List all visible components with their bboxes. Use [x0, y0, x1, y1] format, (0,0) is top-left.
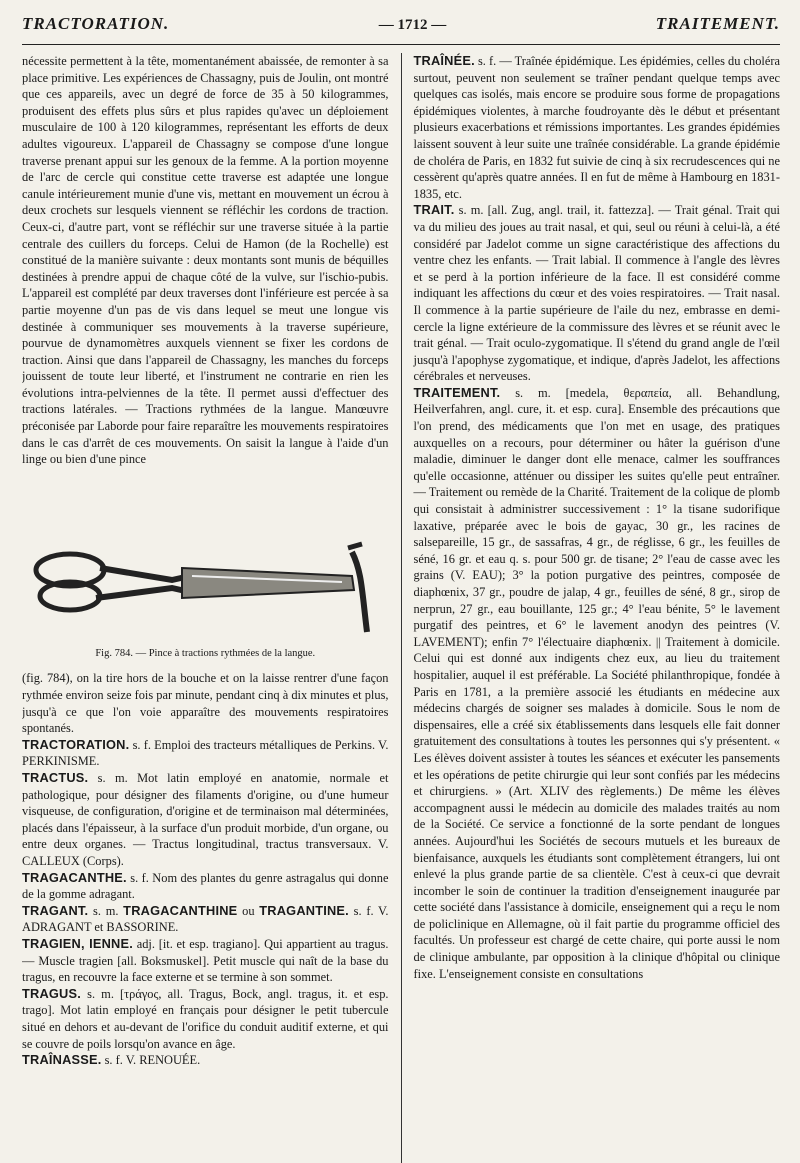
page-number: — 1712 — — [378, 17, 447, 33]
entry-tragacanthe — [22, 870, 389, 903]
entry-body: s. f. Nom des plantes du genre astragalus qui donne de la gomme adragant. — [22, 870, 389, 902]
entry-tragien — [22, 936, 389, 986]
entry-body: adj. [it. et esp. tragiano]. Qui appartient au tragus. — Muscle tragien [all. Boksmuskel]. Petit muscle qui naît de la base du tragus, en recouvre la face externe et se termine à son sommet. — [22, 936, 389, 985]
entry-body: s. f. V. RENOUÉE. — [101, 1053, 201, 1068]
running-head-right: TRAITEMENT. — [655, 14, 780, 33]
left-column — [22, 53, 399, 1163]
headword: TRAGANT. — [22, 902, 89, 918]
entry-trainee — [414, 53, 781, 202]
entry-body: s. f. Emploi des tracteurs métalliques de Perkins. V. PERKINISME. — [22, 737, 389, 769]
entry-tragus — [22, 986, 389, 1052]
entry-tragant — [22, 903, 389, 936]
text-columns — [22, 53, 780, 1163]
headword: TRAGANTINE. — [259, 902, 349, 918]
headword: TRACTORATION. — [22, 736, 130, 752]
entry-body: s. m. [τράγος, all. Tragus, Bock, angl. tragus, it. et esp. trago]. Mot latin employé en français pour désigner le petit tubercule situé en dehors et au-devant de l'orifice du conduit auditif externe, et qui se couvre de poils lorsqu'on avance en âge. — [22, 986, 389, 1051]
entry-body: s. m. Mot latin employé en anatomie, normale et pathologique, pour désigner des filaments d'origine, ou d'une humeur visqueuse, de configuration, d'origine et de terminaison mal déterminées, placés dans l'épaisseur, à la surface d'un produit morbide, d'un organe, ou entre deux organes. — Tractus longitudinal, tractus transversaux. V. CALLEUX (Corps). — [22, 771, 389, 868]
entry-tractus — [22, 770, 389, 870]
page-header — [22, 14, 780, 45]
headword: TRAGIEN, IENNE. — [22, 935, 133, 951]
headword: TRAÎNÉE. — [413, 53, 475, 68]
headword: TRAITEMENT. — [413, 384, 501, 400]
entry-trait — [414, 202, 781, 385]
entry-text: s. m. — [88, 903, 124, 918]
entry-tractoration — [22, 737, 389, 770]
headword: TRAIT. — [413, 202, 455, 218]
entry-body: s. f. — Traînée épidémique. Les épidémies, celles du choléra surtout, peuvent non seulement se traîner pendant quelque temps avec quelques cas isolés, mais encore se produire sous forme de propagations épidémiques violentes, à marche foudroyante dès le début et présentant plusieurs exacerbations et rémissions importantes. Les grandes épidémies laissent souvent à leur suite une traînée considérable. La grande épidémie de choléra de Paris, en 1832 fut suivie de cinq à six recrudescences qui ne cessèrent qu'après quatre années. Il en fut de même à Hambourg en 1831-1835, etc. — [413, 54, 780, 201]
headword: TRAGACANTHE. — [22, 869, 127, 885]
headword: TRACTUS. — [22, 770, 89, 785]
entry-text: ou — [237, 903, 260, 918]
paragraph-figure-continuation: (fig. 784), on la tire hors de la bouche et on la laisse rentrer d'une façon rythmée environ seize fois par minute, pendant cinq à dix minutes et plus, jusqu'à ce que l'on voie apparaître des mouvements respiratoires spontanés. — [22, 671, 389, 736]
entry-body: s. m. [medela, θεραπεία, all. Behandlung, Heilverfahren, angl. cure, it. et esp. cura]. Ensemble des précautions que l'on prend, des médicaments que l'on met en usage, des pratiques auxquelles on a recours, pour déterminer ou hâter la guérison d'une maladie, diminuer le danger dont elle menace, calmer les souffrances qu'elle occasionne, atténuer ou dissiper les suites qu'elle peut entraîner. — Traitement ou remède de la Charité. Traitement de la colique de plomb qui consistait à administrer successivement : 1° la tisane sudorifique laxative, préparée avec le bois de gayac, 30 gr., les racines de salsepareille, 15 gr., de sassafras, 4 gr., de réglisse, 6 gr., les feuilles de séné, 16 gr. et eau q. s. pour 500 gr. de tisane; 2° l'eau de casse avec les grains (V. EAU); 3° la potion purgative des peintres, composée de diaphœnix, 37 gr., poudre de jalap, 4 gr., feuilles de séné, 8 gr., sirop de nerprun, 27 gr., eau bouillante, 125 gr.; 4° l'eau bénite, 5° le lavement purgatif des peintres, et 6° le lavement anodyn des peintres (V. LAVEMENT); enfin 7° l'électuaire diaphœnix. || Traitement à domicile. Celui qui est donné aux indigents chez eux, au lieu du traitement hospitalier, auquel il est préférable. La Société philanthropique, fondée à Paris en 1781, a la première associé les étudiants en médecine aux médecins chargés de soigner ses malades à domicile. Sous le nom de dispensaires, elle a créé six établissements dans lesquels elle fait donner gratuitement des consultations à toutes les personnes qui s'y présentent. « Les élèves doivent assister à toutes les séances et exécuter les pansements et les opérations de petite chirurgie qui leur sont confiés par les médecins et chirurgiens. » (Art. XLIV des règlements.) De même les élèves accompagnent aussi le médecin au domicile des malades traités au nom de la Société. Ce service a fonctionné de la sorte pendant de longues années. Aujourd'hui les Sociétés de secours mutuels et les bureaux de bienfaisance, auxquels les étudiants sont complètement étrangers, lui ont enlevé la plus grande partie de sa clientèle. C'est à ceux-ci que devrait incomber le soin de continuer la tradition d'enseignement inaugurée par cette société dans l'assistance à domicile, enseignement qui a reçu le nom de policlinique en Allemagne, où il fait partie du programme officiel des facultés. Un professeur est chargé de cette chaire, qui porte aussi le nom de clinique ambulante, par opposition à la clinique d'hôpital ou clinique fixe. L'enseignement consiste en consultations — [413, 385, 780, 981]
figure-784 — [22, 472, 389, 642]
headword: TRAÎNASSE. — [22, 1052, 102, 1068]
entry-traitement — [414, 385, 781, 982]
headword: TRAGACANTHINE — [123, 902, 238, 918]
entry-trainasse — [22, 1052, 389, 1069]
headword: TRAGUS. — [22, 985, 81, 1001]
paragraph-continued: nécessite permettent à la tête, momentanément abaissée, de remonter à sa place primitive. Les expériences de Chassagny, puis de Joulin, ont montré que ces appareils, avec un degré de force de 35 à 50 kilogrammes, produisent des effets plus sûrs et plus rapides qu'avec un déploiement musculaire de 100 à 120 kilogrammes, représentant les efforts de deux adultes vigoureux. L'appareil de Chassagny se compose d'une longue traverse prenant appui sur les genoux de la femme. A la portion moyenne de l'arc de cercle qui constitue cette traverse est adaptée une longue canule intérieurement munie d'une vis, mettant en mouvement un écrou à deux crochets sur lesquels viennent se réfléchir les cordons de traction. Ceux-ci, d'autre part, vont se réfléchir sur une traverse située à la partie centrale des cuillers du forceps. Celui de Hamon (de la Rochelle) est constitué de la manière suivante : deux montants sont munis de béquilles destinées à prendre appui de chaque côté de la vulve, sur l'ischio-pubis. L'appareil est complété par deux traverses dont l'inférieure est percée à sa partie moyenne d'un pas de vis dans lequel se meut une longue vis destinée à communiquer ses mouvements à la traverse supérieure, pourvue de dynamomètres auxquels viennent se fixer les cordons de traction. Ainsi que dans l'appareil de Chassagny, les manches du forceps jouissent de toute leur liberté, et l'instrument ne contrarie en rien les évolutions intra-pelviennes de la tête. Il permet aussi d'effectuer des tractions latérales. — Tractions rythmées de la langue. Manœuvre préconisée par Laborde pour faire reparaître les mouvements respiratoires dans le cas d'arrêt de ces mouvements. On saisit la langue à l'aide d'un linge ou bien d'une pince — [22, 54, 389, 467]
tongue-forceps-illustration — [22, 472, 382, 642]
running-head-left: TRACTORATION. — [22, 14, 170, 33]
entry-body: s. f. V. ADRAGANT et BASSORINE. — [22, 903, 389, 935]
right-column — [404, 53, 781, 1163]
column-divider — [401, 53, 402, 1163]
figure-caption: Fig. 784. — Pince à tractions rythmées de la langue. — [95, 647, 316, 659]
entry-body: s. m. [all. Zug, angl. trail, it. fattezza]. — Trait génal. Trait qui va du milieu des joues au trait nasal, et qui, seul ou réuni à celui-là, a été considéré par Jadelot comme un signe caractéristique des affections du ventre chez les enfants. — Trait labial. Il commence à l'angle des lèvres et se perd à la portion inférieure de la face. Il est considéré comme indiquant les affections du cœur et des voies respiratoires. — Trait nasal. Il commence à la partie supérieure de l'aile du nez, embrasse en demi-cercle la ligne extérieure de la commissure des lèvres et se réunit avec le trait génal. — Trait oculo-zygomatique. Il s'étend du grand angle de l'œil jusqu'à l'apophyse zygomatique, et indique, d'après Jadelot, les affections cérébrales et nerveuses. — [413, 203, 780, 384]
